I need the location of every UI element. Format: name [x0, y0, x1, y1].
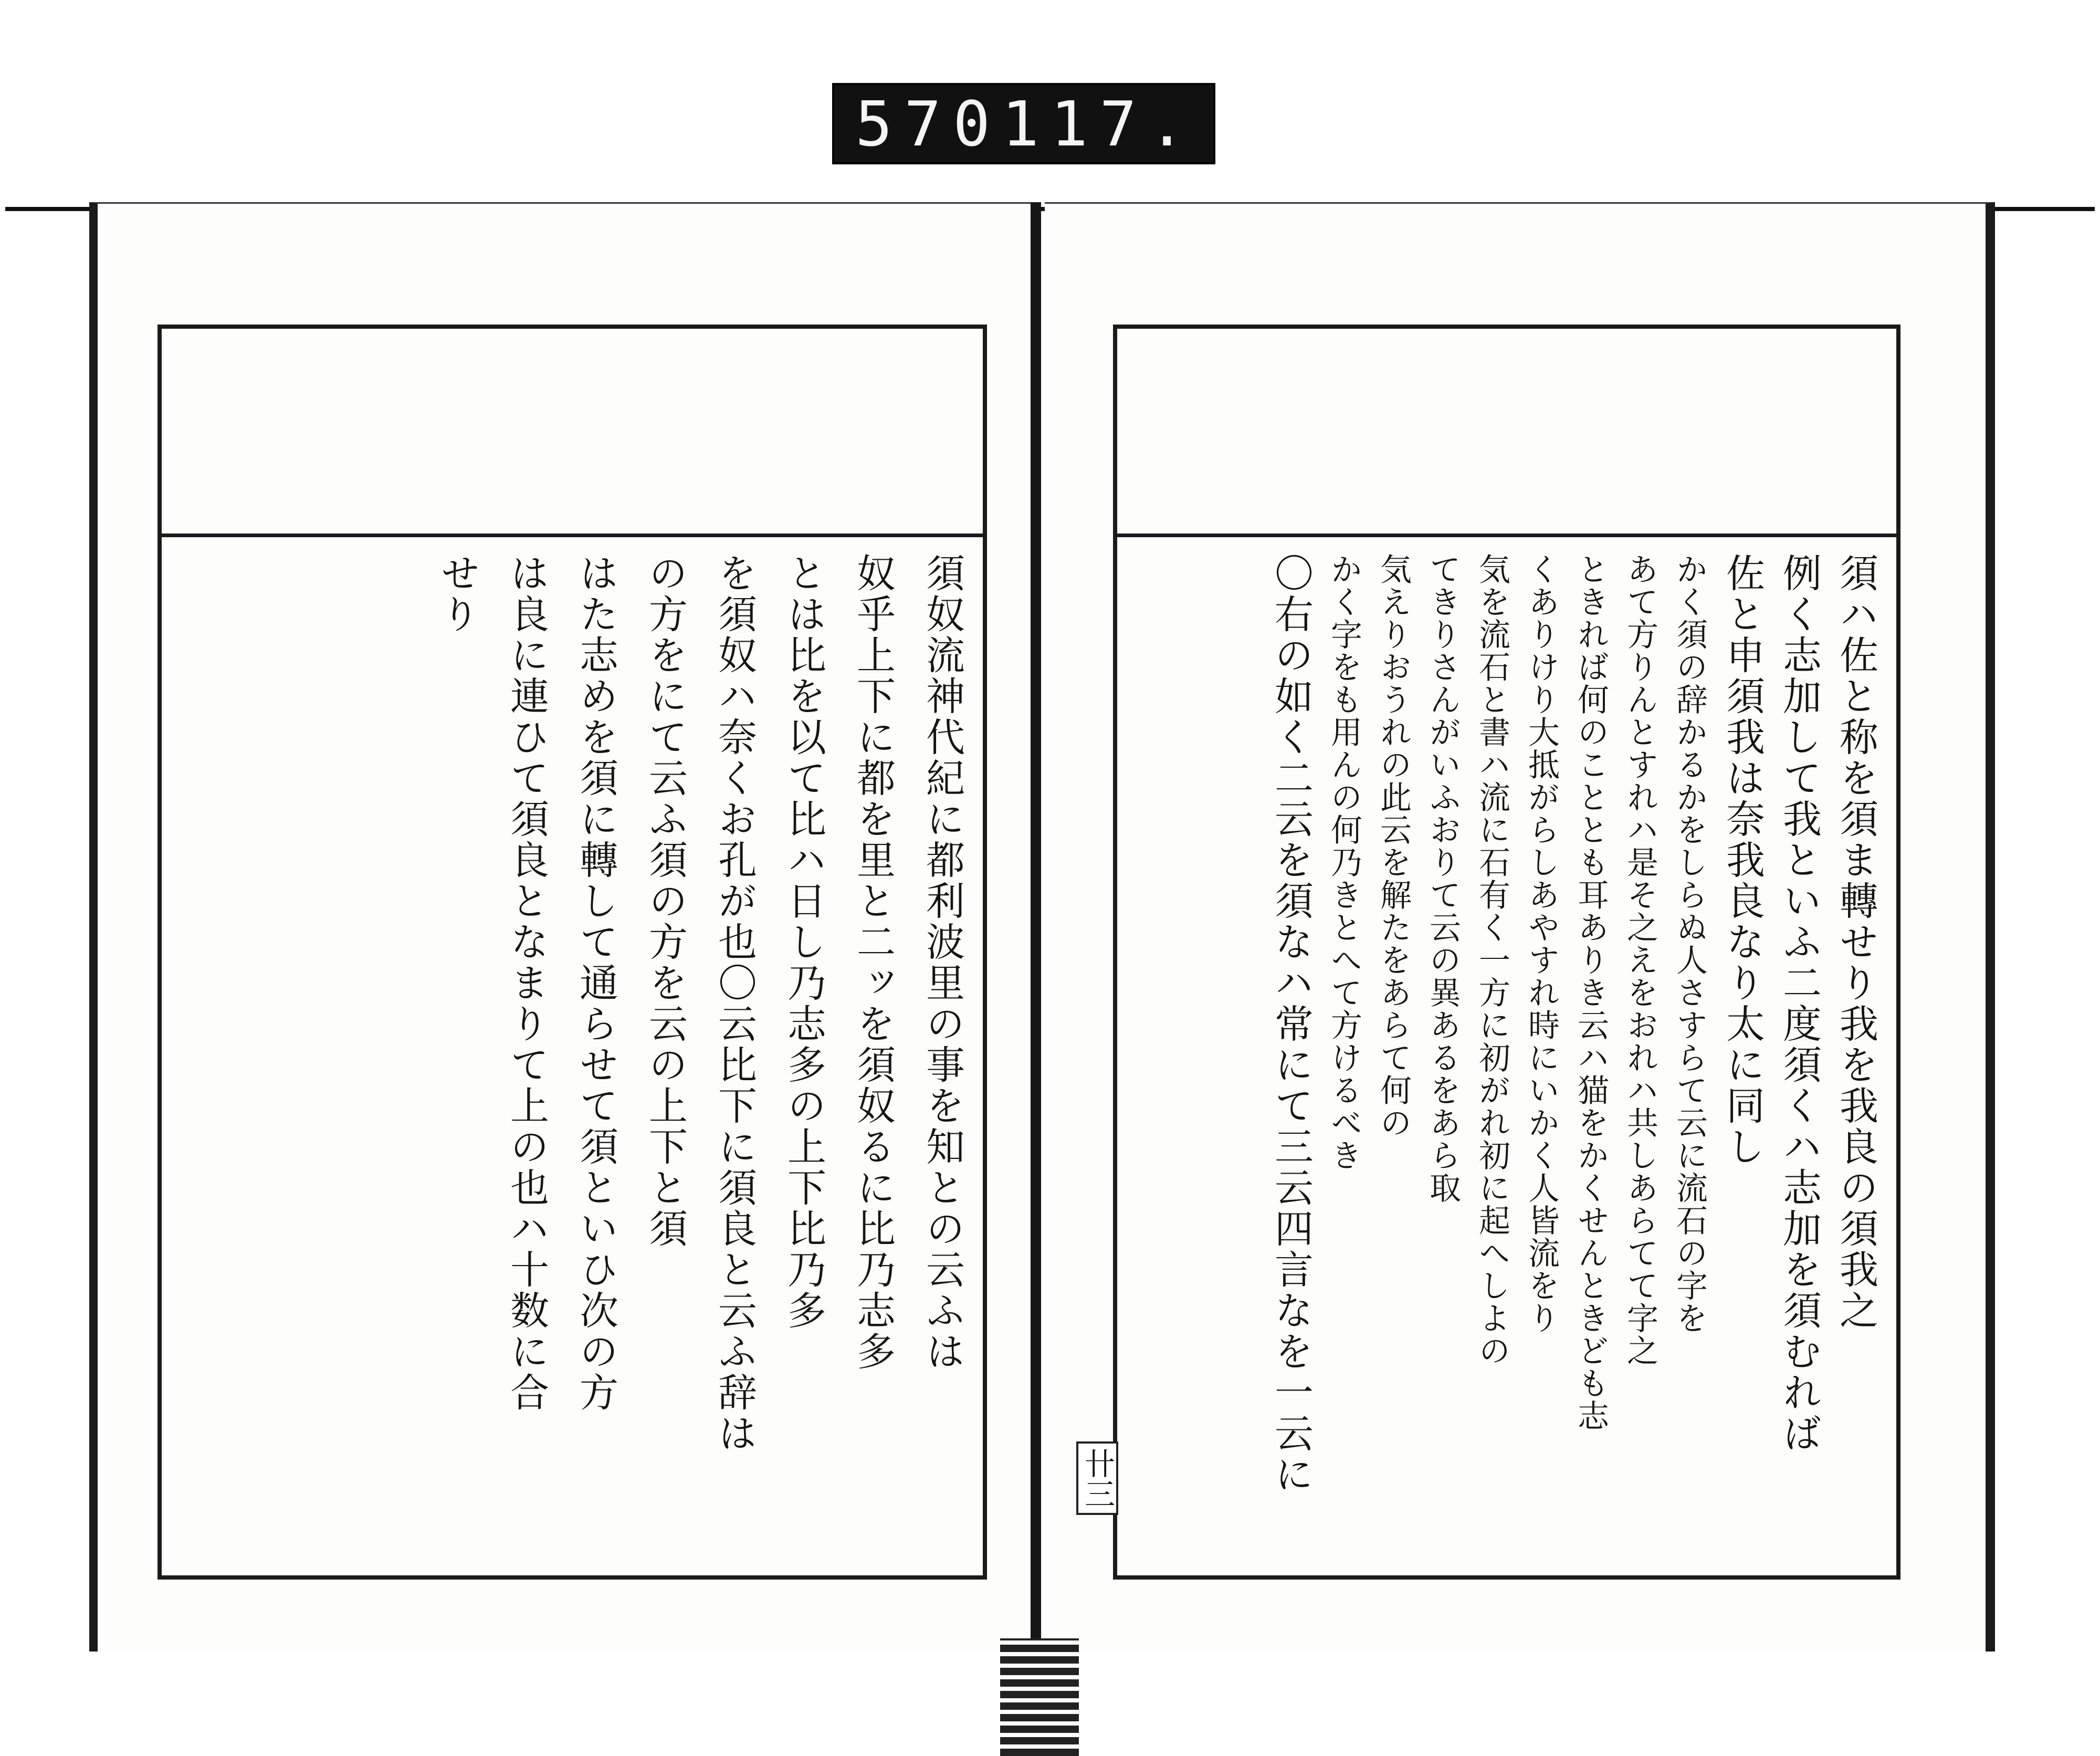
right-column-7: くありけり大抵がらしあやすれ時にいかく人皆流をり: [1523, 553, 1560, 1334]
right-column-5: あて方りんとすれハ是そ之えをおれハ共しあらてて字之: [1622, 553, 1658, 1367]
right-text-area: [1117, 537, 1896, 1575]
right-header-box: [1117, 329, 1896, 537]
left-column-3: とは比を以て比ハ日し乃志多の上下比乃多: [781, 553, 826, 1331]
left-text-area: [162, 537, 983, 1575]
left-column-2: 奴乎上下に都を里と二ッを須奴るに比乃志多: [850, 553, 896, 1372]
right-column-6: ときれば何のこととも耳ありき云ハ猫をかくせんときども志: [1572, 553, 1609, 1432]
scan-id-label: [832, 83, 1215, 164]
right-column-10: 気えりおうれの此云を解たをあらて何の: [1375, 553, 1412, 1139]
right-column-1: 須ハ佐と称を須ま轉せり我を我良の須我之: [1833, 553, 1878, 1331]
page-number-marker: 卄三: [1076, 1441, 1118, 1515]
left-column-6: はた志めを須に轉して通らせて須といひ次の方: [573, 553, 618, 1413]
right-page-frame: [1113, 325, 1900, 1580]
right-column-3: 佐と申須我は奈我良なり太に同し: [1720, 553, 1765, 1167]
right-column-11: かく字をも用んの何乃きとへて方けるべき: [1326, 553, 1362, 1172]
right-column-8: 気を流石と書ハ流に石有く一方に初がれ初に起へしよの: [1474, 553, 1510, 1367]
left-column-8: せり: [435, 553, 480, 635]
right-column-4: かく須の辞かるかをしらぬ人さすらて云に流石の字を: [1671, 553, 1708, 1334]
left-column-1: 須奴流神代紀に都利波里の事を知との云ふは: [920, 553, 965, 1372]
right-column-9: てきりさんがいふおりて云の異あるをあら取: [1424, 553, 1461, 1204]
left-column-5: の方をにて云ふ須の方を云の上下と須: [643, 553, 688, 1249]
left-header-box: [162, 329, 983, 537]
scan-id-left: 570: [855, 87, 1002, 160]
left-column-4: を須奴ハ奈くお孔が也〇云比下に須良と云ふ辞は: [712, 553, 757, 1454]
right-bottom-column: 〇右の如く二云を須なハ常にて三云四言なを一云に: [1268, 553, 1314, 1495]
spine-foot: [1000, 1638, 1079, 1756]
book-spine: [1031, 202, 1041, 1652]
scan-id-right: 117.: [1002, 87, 1198, 160]
left-page-frame: [158, 325, 987, 1580]
right-column-2: 例く志加して我といふ二度須くハ志加を須むれば: [1777, 553, 1822, 1454]
left-column-7: は良に連ひて須良となまりて上の也ハ十数に合: [504, 553, 549, 1413]
